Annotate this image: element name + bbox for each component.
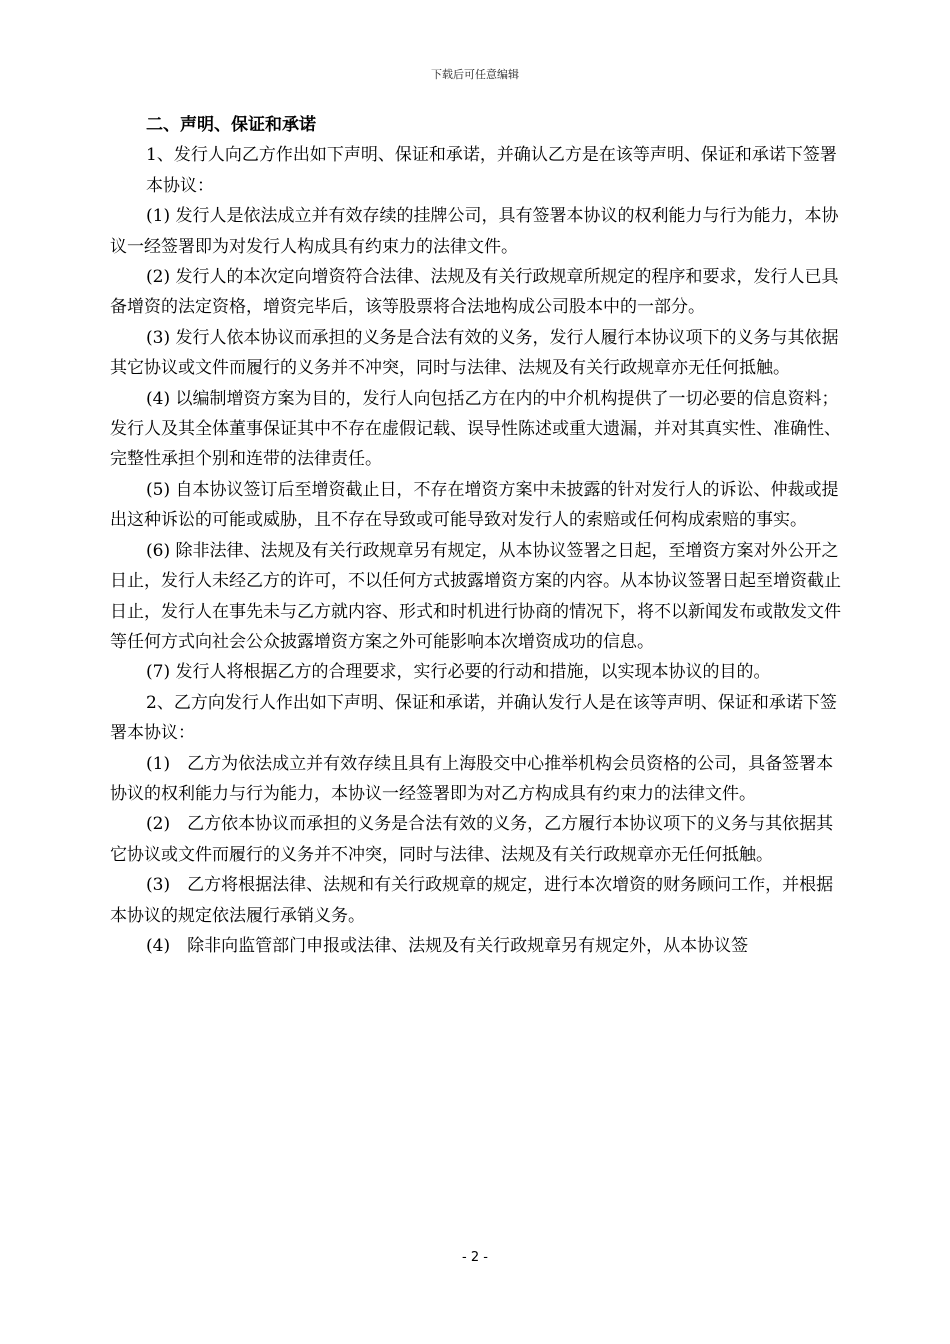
header-note: 下载后可任意编辑 bbox=[431, 68, 519, 81]
section1-item-3: (3) 发行人依本协议而承担的义务是合法有效的义务，发行人履行本协议项下的义务与其依据其它协议或文件而履行的义务并不冲突，同时与法律、法规及有关行政规章亦无任何抵触。 bbox=[110, 327, 839, 379]
section1-item-6: (6) 除非法律、法规及有关行政规章另有规定，从本协议签署之日起，至增资方案对外公开之日止，发行人未经乙方的许可，不以任何方式披露增资方案的内容。从本协议签署日起至增资截止日止，发行人在事先未与乙方就内容、形式和时机进行协商的情况下，将不以新闻发布或散发文件等任何方式向社会公众披露增资方案之外可能影响本次增资成功的信息。 bbox=[110, 540, 841, 652]
section1-item-7: (7) 发行人将根据乙方的合理要求，实行必要的行动和措施，以实现本协议的目的。 bbox=[146, 662, 771, 683]
section-heading: 二、声明、保证和承诺 bbox=[146, 115, 316, 135]
section1-item-4: (4) 以编制增资方案为目的，发行人向包括乙方在内的中介机构提供了一切必要的信息资料；发行人及其全体董事保证其中不存在虚假记载、误导性陈述或重大遗漏，并对其真实性、准确性、完整性承担个别和连带的法律责任。 bbox=[110, 388, 841, 470]
document-body bbox=[110, 110, 845, 961]
section1-item-2: (2) 发行人的本次定向增资符合法律、法规及有关行政规章所规定的程序和要求，发行人已具备增资的法定资格，增资完毕后，该等股票将合法地构成公司股本中的一部分。 bbox=[110, 267, 839, 318]
section1-intro: 1、发行人向乙方作出如下声明、保证和承诺，并确认乙方是在该等声明、保证和承诺下签署本协议： bbox=[146, 145, 837, 196]
section2-item-2: (2) 乙方依本协议而承担的义务是合法有效的义务，乙方履行本协议项下的义务与其依据其它协议或文件而履行的义务并不冲突，同时与法律、法规及有关行政规章亦无任何抵触。 bbox=[110, 814, 834, 865]
section2-intro: 2、乙方向发行人作出如下声明、保证和承诺，并确认发行人是在该等声明、保证和承诺下签署本协议： bbox=[110, 692, 837, 744]
section1-item-5: (5) 自本协议签订后至增资截止日，不存在增资方案中未披露的针对发行人的诉讼、仲裁或提出这种诉讼的可能或威胁，且不存在导致或可能导致对发行人的索赔或任何构成索赔的事实。 bbox=[110, 479, 839, 531]
section2-item-3: (3) 乙方将根据法律、法规和有关行政规章的规定，进行本次增资的财务顾问工作，并根据本协议的规定依法履行承销义务。 bbox=[110, 875, 834, 926]
section2-item-1: (1) 乙方为依法成立并有效存续且具有上海股交中心推举机构会员资格的公司，具备签署本协议的权利能力与行为能力，本协议一经签署即为对乙方构成具有约束力的法律文件。 bbox=[110, 753, 834, 804]
page-number: - 2 - bbox=[462, 1250, 488, 1265]
section1-item-1: (1) 发行人是依法成立并有效存续的挂牌公司，具有签署本协议的权利能力与行为能力，本协议一经签署即为对发行人构成具有约束力的法律文件。 bbox=[110, 206, 839, 257]
section2-item-4: (4) 除非向监管部门申报或法律、法规及有关行政规章另有规定外，从本协议签 bbox=[146, 935, 749, 956]
